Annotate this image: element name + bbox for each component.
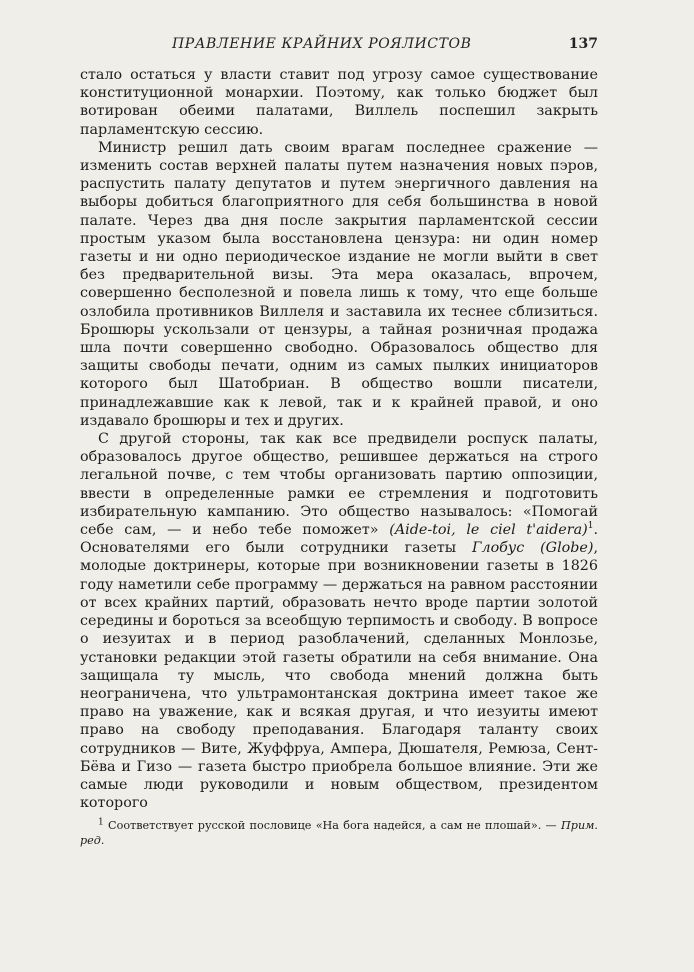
footnote-reference: 1 [587, 521, 594, 532]
paragraph-3-text-b: . Основателями его были сотрудники газеты [80, 522, 598, 557]
paragraph-3-newspaper-name: Глобус (Globe) [472, 540, 594, 557]
book-page [80, 36, 598, 848]
footnote [80, 818, 598, 848]
paragraph-1-text: стало остаться у власти ставит под угрозу самое существование конституционной монархии. Поэтому, как только бюджет был вотирован обеими палатами, Виллель поспешил закрыть парламентскую сессию. [80, 67, 598, 138]
paragraph-1 [80, 66, 598, 139]
paragraph-3-text-c: , молодые доктринеры, которые при возникновении газеты в 1826 году наметили себе программу — держаться на равном расстоянии от всех крайних партий, образовать нечто вроде партии золотой середины и бороться за всеобщую терпимость и свободу. В вопросе о иезуитах и в период разоблачений, сделанных Монлозье, установки редакции этой газеты обратили на себя внимание. Она защищала ту мысль, что свобода мнений должна быть неограничена, что ультрамонтанская доктрина имеет такое же право на уважение, как и всякая другая, и что иезуиты имеют право на свободу преподавания. Благодаря таланту своих сотрудников — Вите, Жуффруа, Ампера, Дюшателя, Ремюза, Сент-Бёва и Гизо — газета быстро приобрела большое влияние. Эти же самые люди руководили и новым обществом, президентом которого [80, 540, 598, 812]
paragraph-3 [80, 430, 598, 812]
footnote-editor-note: Прим. ред. [80, 819, 598, 848]
paragraph-2 [80, 139, 598, 430]
footnote-marker: 1 [98, 817, 104, 828]
paragraph-3-text-a: С другой стороны, так как все предвидели роспуск палаты, образовалось другое общество, решившее держаться на строго легальной почве, с тем чтобы организовать партию оппозиции, ввести в определенные рамки ее стремления и подготовить избирательную кампанию. Это общество называлось: «Помогай себе сам, — и небо тебе поможет» [80, 431, 598, 539]
footnote-text: Соответствует русской пословице «На бога надейся, а сам не плошай». — [108, 819, 557, 833]
running-header [80, 36, 598, 58]
page-number: 137 [568, 36, 598, 52]
paragraph-2-text: Министр решил дать своим врагам последнее сражение — изменить состав верхней палаты путем назначения новых пэров, распустить палату депутатов и путем энергичного давления на выборы добиться благоприятного для себя большинства в новой палате. Через два дня после закрытия парламентской сессии простым указом была восстановлена цензура: ни один номер газеты и ни одно периодическое издание не могли выйти в свет без предварительной визы. Эта мера оказалась, впрочем, совершенно бесполезной и повела лишь к тому, что еще больше озлобила противников Виллеля и заставила их теснее сблизиться. Брошюры ускользали от цензуры, а тайная розничная продажа шла почти совершенно свободно. Образовалось общество для защиты свободы печати, одним из самых пылких инициаторов которого был Шатобриан. В общество вошли писатели, принадлежавшие как к левой, так и к крайней правой, и оно издавало брошюры и тех и других. [80, 139, 598, 429]
paragraph-3-latin-motto: (Aide-toi, le ciel t'aidera) [389, 522, 588, 539]
running-title: ПРАВЛЕНИЕ КРАЙНИХ РОЯЛИСТОВ [172, 36, 472, 52]
